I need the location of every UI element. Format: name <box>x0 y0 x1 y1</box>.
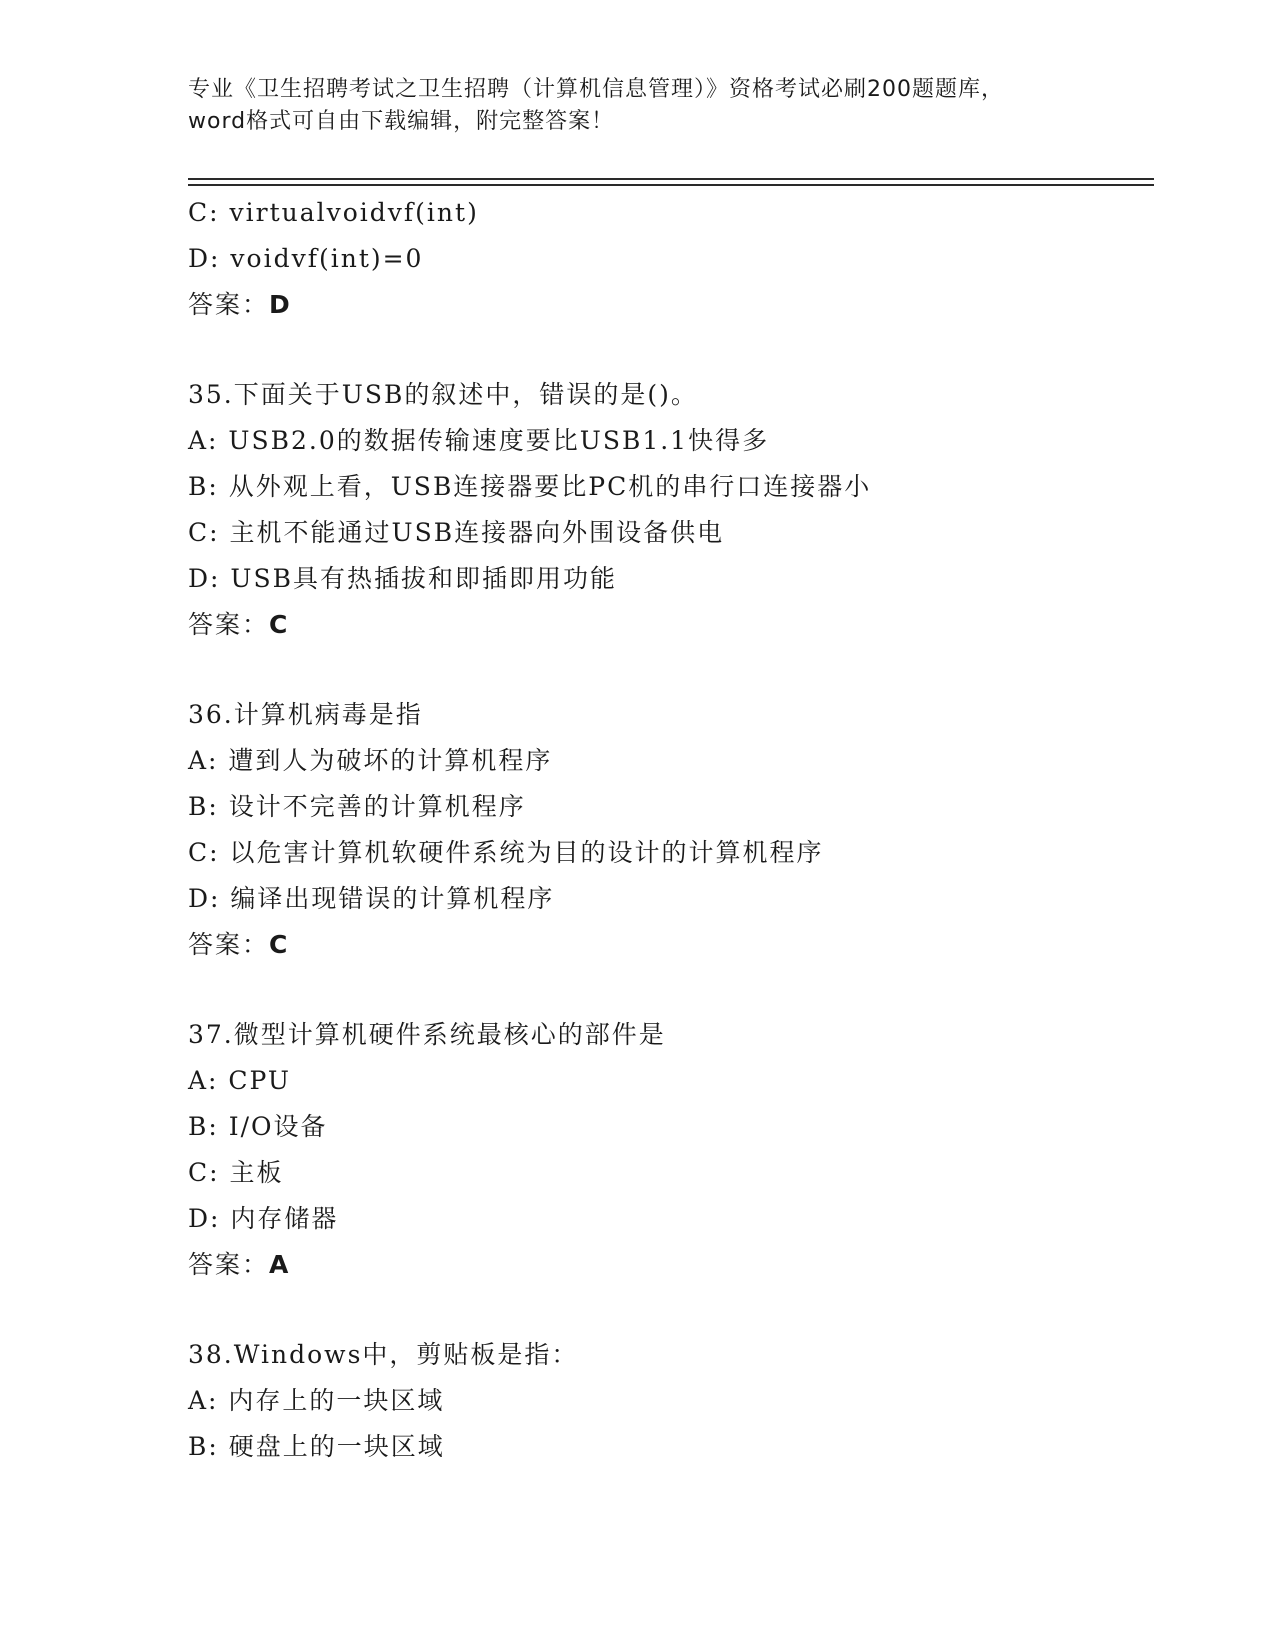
option-a: A: 遭到人为破坏的计算机程序 <box>188 746 553 775</box>
answer-value: C <box>269 610 290 639</box>
question-36 <box>188 692 1148 968</box>
answer-label: 答案： <box>188 1250 270 1279</box>
option-c: C: 以危害计算机软硬件系统为目的设计的计算机程序 <box>188 838 824 867</box>
answer-value: C <box>269 930 290 959</box>
question-spacer <box>188 328 1148 372</box>
option-d: D: 编译出现错误的计算机程序 <box>188 884 555 913</box>
header-title-line-2: word格式可自由下载编辑，附完整答案！ <box>188 109 615 134</box>
option-c: C: 主板 <box>188 1158 284 1187</box>
option-a: A: 内存上的一块区域 <box>188 1386 445 1415</box>
document-header <box>188 74 1088 138</box>
question-spacer <box>188 648 1148 692</box>
answer-label: 答案： <box>188 610 270 639</box>
question-stem: 37.微型计算机硬件系统最核心的部件是 <box>188 1020 666 1049</box>
answer-line <box>188 282 1148 328</box>
header-divider-top <box>188 178 1154 180</box>
option-a: A: CPU <box>188 1066 292 1095</box>
answer-value: D <box>269 290 292 319</box>
answer-label: 答案： <box>188 290 270 319</box>
question-list <box>188 190 1148 1470</box>
option-d: D: voidvf(int)=0 <box>188 244 424 273</box>
option-b: B: I/O设备 <box>188 1112 328 1141</box>
answer-value: A <box>269 1250 291 1279</box>
question-stem: 35.下面关于USB的叙述中，错误的是()。 <box>188 380 698 409</box>
option-b: B: 从外观上看，USB连接器要比PC机的串行口连接器小 <box>188 472 872 501</box>
question-spacer <box>188 1288 1148 1332</box>
option-b: B: 硬盘上的一块区域 <box>188 1432 445 1461</box>
question-stem: 36.计算机病毒是指 <box>188 700 423 729</box>
question-38 <box>188 1332 1148 1470</box>
option-d: D: USB具有热插拔和即插即用功能 <box>188 564 617 593</box>
option-a: A: USB2.0的数据传输速度要比USB1.1快得多 <box>188 426 770 455</box>
answer-line <box>188 602 1148 648</box>
option-c: C: 主机不能通过USB连接器向外围设备供电 <box>188 518 725 547</box>
answer-line <box>188 922 1148 968</box>
option-c: C: virtualvoidvf(int) <box>188 198 479 227</box>
question-spacer <box>188 968 1148 1012</box>
header-title-line-1: 专业《卫生招聘考试之卫生招聘（计算机信息管理）》资格考试必刷200题题库， <box>188 77 1004 102</box>
answer-line <box>188 1242 1148 1288</box>
question-34-continued <box>188 190 1148 328</box>
question-stem: 38.Windows中，剪贴板是指： <box>188 1340 579 1369</box>
option-d: D: 内存储器 <box>188 1204 339 1233</box>
option-b: B: 设计不完善的计算机程序 <box>188 792 526 821</box>
header-divider-bottom <box>188 184 1154 186</box>
answer-label: 答案： <box>188 930 270 959</box>
question-37 <box>188 1012 1148 1288</box>
question-35 <box>188 372 1148 648</box>
